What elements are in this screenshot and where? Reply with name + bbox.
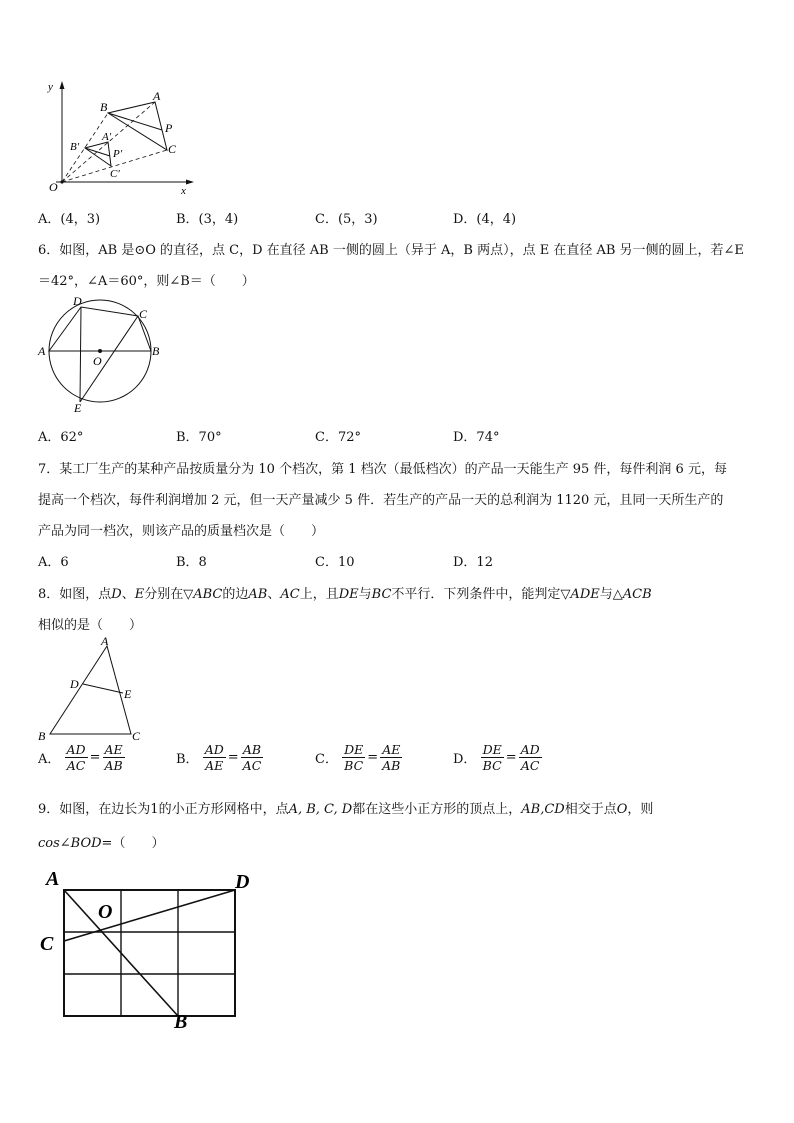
q8-option-c[interactable]: C． $\frac{DE}{BC}$ = $\frac{AE}{AB}$ <box>315 742 401 774</box>
q8-figure <box>36 636 152 744</box>
q6-stem-line2: ＝42°，∠A＝60°，则∠B＝（ ） <box>38 274 255 289</box>
q7-option-d[interactable]: D．12 <box>453 555 493 570</box>
triangle-abc <box>50 646 131 734</box>
q9-figure <box>38 864 268 1036</box>
label-d: D <box>73 294 82 308</box>
q6-option-b[interactable]: B．70° <box>176 430 222 445</box>
q8-stem-line2: 相似的是（ ） <box>38 618 143 633</box>
q6-figure <box>36 293 164 415</box>
label-d: D <box>70 677 79 691</box>
label-b: B <box>38 729 46 743</box>
label-c: C <box>168 142 177 156</box>
q5-figure <box>40 78 200 196</box>
label-a1: A′ <box>102 131 112 143</box>
label-a: A <box>38 344 46 358</box>
label-a: A <box>153 89 161 103</box>
label-p: P <box>165 121 173 135</box>
q7-option-a[interactable]: A．6 <box>38 555 69 570</box>
q7-stem-line2: 提高一个档次，每件利润增加 2 元，但一天产量减少 5 件．若生产的产品一天的总利润为 1120 元，且同一天所生产的 <box>38 493 724 508</box>
label-b: B <box>152 344 160 358</box>
label-o: O <box>93 354 102 368</box>
q6-option-c[interactable]: C．72° <box>315 430 361 445</box>
q5-option-d[interactable]: D．(4，4) <box>453 212 517 227</box>
q9-stem-line2: cos∠BOD=（ ） <box>38 836 165 851</box>
y-axis-arrow-icon <box>60 81 65 89</box>
segment-cd <box>64 890 235 941</box>
triangle-a1b1c1 <box>85 142 111 166</box>
label-y: y <box>48 81 53 93</box>
q9-stem-line1: 9．如图，在边长为1的小正方形网格中，点A, B, C, D都在这些小正方形的顶点上，AB,CD相交于点O，则 <box>38 802 654 817</box>
label-x: x <box>181 185 186 196</box>
label-o: O <box>49 180 58 194</box>
label-c: C <box>139 307 148 321</box>
q6-option-a[interactable]: A．62° <box>38 430 84 445</box>
label-b: B <box>100 100 108 114</box>
q8-option-d[interactable]: D． $\frac{DE}{BC}$ = $\frac{AD}{AC}$ <box>453 742 540 774</box>
q5-option-c[interactable]: C．(5，3) <box>315 212 378 227</box>
q7-option-b[interactable]: B．8 <box>176 555 207 570</box>
q5-option-b[interactable]: B．(3，4) <box>176 212 239 227</box>
label-c: C <box>132 729 141 743</box>
label-a: A <box>101 636 109 648</box>
q7-stem-line1: 7．某工厂生产的某种产品按质量分为 10 个档次，第 1 档次（最低档次）的产品一天能生产 95 件，每件利润 6 元，每 <box>38 462 727 477</box>
label-p1: P′ <box>113 148 123 160</box>
q8-option-b[interactable]: B． $\frac{AD}{AE}$ = $\frac{AB}{AC}$ <box>176 742 262 774</box>
label-e: E <box>124 687 132 701</box>
x-axis-arrow-icon <box>186 180 194 185</box>
label-c1: C′ <box>110 168 120 180</box>
label-c: C <box>40 933 54 955</box>
label-o: O <box>98 901 113 923</box>
q7-option-c[interactable]: C．10 <box>315 555 355 570</box>
q6-stem-line1: 6．如图，AB 是⊙O 的直径，点 C，D 在直径 AB 一侧的圆上（异于 A，B 两点），点 E 在直径 AB 另一侧的圆上，若∠E <box>38 243 744 258</box>
label-b: B <box>174 1011 188 1033</box>
q8-stem-line1: 8．如图，点D、E分别在▽ABC的边AB、AC上，且DE与BC不平行．下列条件中，能判定▽ADE与△ACB <box>38 587 652 602</box>
label-a: A <box>46 868 60 890</box>
triangle-abc <box>108 102 167 150</box>
q7-stem-line3: 产品为同一档次，则该产品的质量档次是（ ） <box>38 524 325 539</box>
q5-option-a[interactable]: A．(4，3) <box>38 212 101 227</box>
q8-option-a[interactable]: A． $\frac{AD}{AC}$ = $\frac{AE}{AB}$ <box>38 742 123 774</box>
label-e: E <box>74 401 82 415</box>
label-d: D <box>235 871 250 893</box>
q6-option-d[interactable]: D．74° <box>453 430 500 445</box>
label-b1: B′ <box>70 141 80 153</box>
